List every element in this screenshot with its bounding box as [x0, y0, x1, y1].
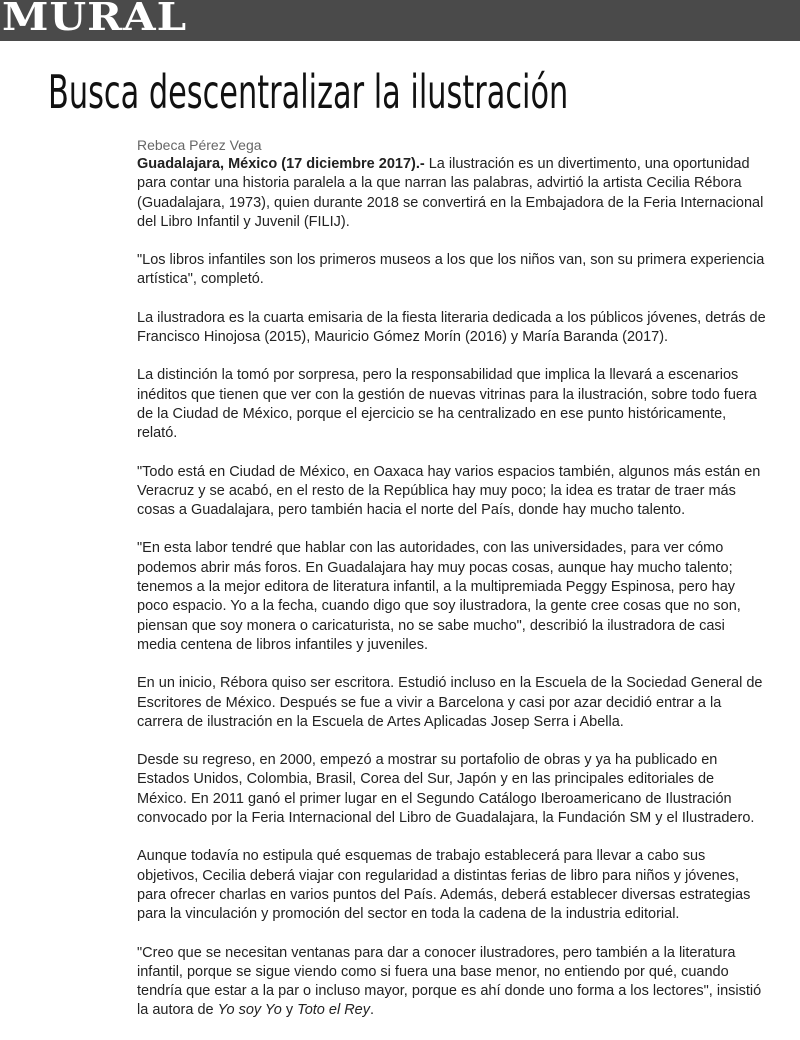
article-paragraph-3: La ilustradora es la cuarta emisaria de la fiesta literaria dedicada a los públicos jóvenes, detrás de Francisco Hinojosa (2015), Mauricio Gómez Morín (2016) y María Baranda (2017). [137, 309, 766, 346]
masthead [0, 0, 800, 41]
article-paragraph-6: "En esta labor tendré que hablar con las autoridades, con las universidades, para ver cómo podemos abrir más foros. En Guadalajara hay muy pocas cosas, aunque hay mucho talento; tenemos a la mejor editora de literatura infantil, a la multipremiada Peggy Espinosa, pero hay poco espacio. Yo a la fecha, cuando digo que soy ilustradora, la gente cree cosas que no son, piensan que soy monera o caricaturista, no se sabe mucho", describió la ilustradora de casi media centena de libros infantiles y juveniles. [137, 540, 741, 653]
article-paragraph-1 [137, 155, 767, 232]
article-paragraph-7: En un inicio, Rébora quiso ser escritora. Estudió incluso en la Escuela de la Sociedad General de Escritores de México. Después se fue a vivir a Barcelona y casi por azar decidió entrar a la carrera de ilustración en la Escuela de Artes Aplicadas Josep Serra i Abella. [137, 675, 763, 730]
mural-logo[interactable]: MURAL [2, 0, 188, 40]
article-paragraph-5: "Todo está en Ciudad de México, en Oaxaca hay varios espacios también, algunos más están en Veracruz y se acabó, en el resto de la República hay muy poco; la idea es tratar de traer más cosas a Guadalajara, pero también hacia el norte del País, donde hay mucho talento. [137, 463, 761, 519]
article-paragraph-9: Aunque todavía no estipula qué esquemas de trabajo establecerá para llevar a cabo sus objetivos, Cecilia deberá viajar con regularidad a distintas ferias de libro para niños y jóvenes, para ofrecer charlas en varios puntos del País. Además, deberá establecer diversas estrategias para la vinculación y promoción del sector en toda la cadena de la industria editorial. [137, 848, 751, 923]
article-body [137, 135, 767, 1040]
paragraph-10-conjunction: y [281, 1002, 298, 1019]
article-byline: Rebeca Pérez Vega [137, 137, 262, 153]
paragraph-10-end: . [369, 1002, 375, 1019]
article-paragraph-2: "Los libros infantiles son los primeros museos a los que los niños van, son su primera experiencia artística", completó. [137, 252, 765, 288]
article-dateline: Guadalajara, México (17 diciembre 2017).- [137, 156, 425, 172]
article-paragraph-10 [137, 944, 767, 1021]
article-paragraph-4: La distinción la tomó por sorpresa, pero la responsabilidad que implica la llevará a escenarios inéditos que tienen que ver con la gestión de nuevas vitrinas para la ilustración, sobre todo fuera de la Ciudad de México, porque el ejercicio se ha centralizado en ese punto históricamente, relató. [137, 367, 757, 442]
book-title-toto-el-rey: Toto el Rey [297, 1002, 370, 1019]
book-title-yo-soy-yo: Yo soy Yo [217, 1002, 282, 1019]
paragraph-10-text: "Creo que se necesitan ventanas para dar a conocer ilustradores, pero también a la literatura infantil, porque se sigue viendo como si fuera una base menor, no entiendo por qué, cuando tendría que estar a la par o incluso mayor, porque es ahí donde uno forma a los lectores", insistió la autora de [137, 944, 762, 1019]
paragraph-1-text: La ilustración es un divertimento, una oportunidad para contar una historia paralela a la que narran las palabras, advirtió la artista Cecilia Rébora (Guadalajara, 1973), quien durante 2018 se convertirá en la Embajadora de la Feria Internacional del Libro Infantil y Juvenil (FILIJ). [137, 156, 764, 230]
article-headline: Busca descentralizar la ilustración [48, 65, 569, 119]
article-paragraph-8: Desde su regreso, en 2000, empezó a mostrar su portafolio de obras y ya ha publicado en Estados Unidos, Colombia, Brasil, Corea del Sur, Japón y en las principales editoriales de México. En 2011 ganó el primer lugar en el Segundo Catálogo Iberoamericano de Ilustración convocado por la Feria Internacional del Libro de Guadalajara, la Fundación SM y el Ilustradero. [137, 752, 755, 827]
